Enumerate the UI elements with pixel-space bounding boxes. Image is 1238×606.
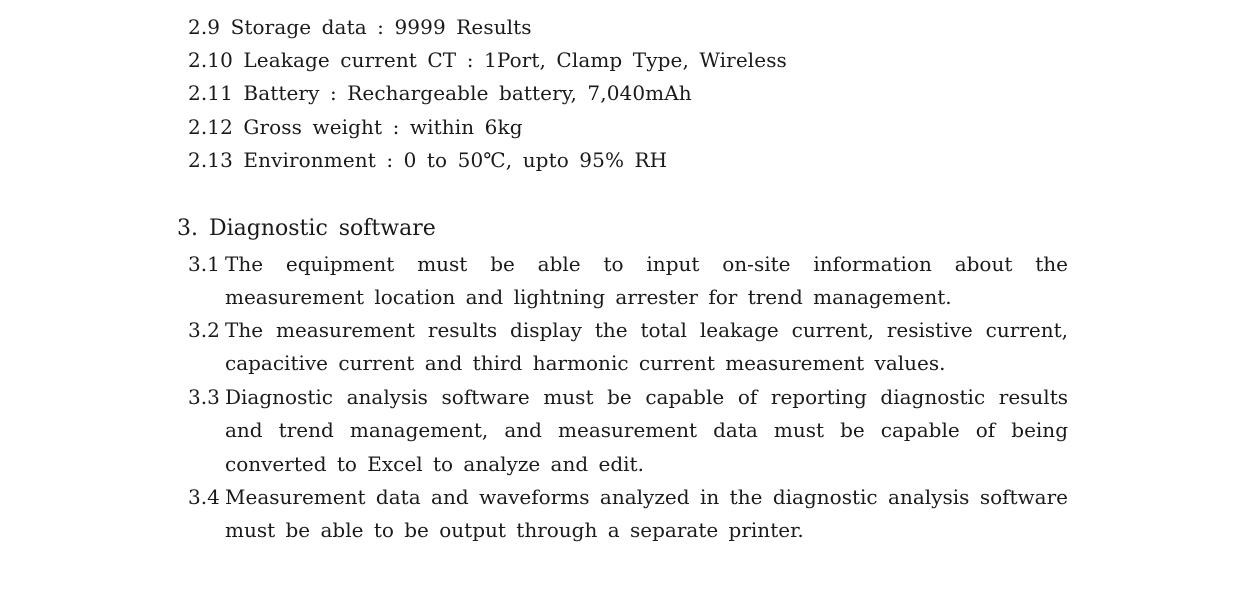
item-text: Environment : 0 to 50℃, upto 95% RH bbox=[243, 148, 668, 172]
spec-item-3-2 bbox=[188, 314, 1068, 381]
item-number: 2.10 bbox=[188, 48, 233, 72]
item-text: Battery : Rechargeable battery, 7,040mAh bbox=[243, 81, 692, 105]
item-text: Storage data : 9999 Results bbox=[230, 15, 532, 39]
item-text: The measurement results display the total leakage current, resistive current, capacitive current and third harmonic current measurement values. bbox=[225, 318, 1068, 376]
spec-item-3-3 bbox=[188, 381, 1068, 481]
item-number: 3.2 bbox=[188, 318, 220, 342]
spec-item-3-1 bbox=[188, 248, 1068, 315]
section-heading: 3. Diagnostic software bbox=[177, 216, 436, 241]
item-number: 2.9 bbox=[188, 15, 221, 39]
spec-item-2-9 bbox=[188, 11, 532, 44]
spec-item-2-12 bbox=[188, 111, 523, 144]
item-number: 3.4 bbox=[188, 485, 220, 509]
item-text: Measurement data and waveforms analyzed in the diagnostic analysis software must be able to be output through a separate printer. bbox=[225, 485, 1068, 543]
item-text: Gross weight : within 6kg bbox=[243, 115, 523, 139]
item-text: The equipment must be able to input on-site information about the measurement location and lightning arrester for trend management. bbox=[225, 252, 1068, 310]
spec-item-2-10 bbox=[188, 44, 787, 77]
item-text: Diagnostic analysis software must be capable of reporting diagnostic results and trend management, and measurement data must be capable of being converted to Excel to analyze and edit. bbox=[225, 385, 1068, 476]
item-text: Leakage current CT : 1Port, Clamp Type, Wireless bbox=[243, 48, 787, 72]
spec-item-2-13 bbox=[188, 144, 667, 177]
item-number: 3.3 bbox=[188, 385, 220, 409]
item-number: 2.13 bbox=[188, 148, 233, 172]
item-number: 2.11 bbox=[188, 81, 233, 105]
spec-item-2-11 bbox=[188, 77, 692, 110]
item-number: 3.1 bbox=[188, 252, 220, 276]
spec-item-3-4 bbox=[188, 481, 1068, 548]
item-number: 2.12 bbox=[188, 115, 233, 139]
